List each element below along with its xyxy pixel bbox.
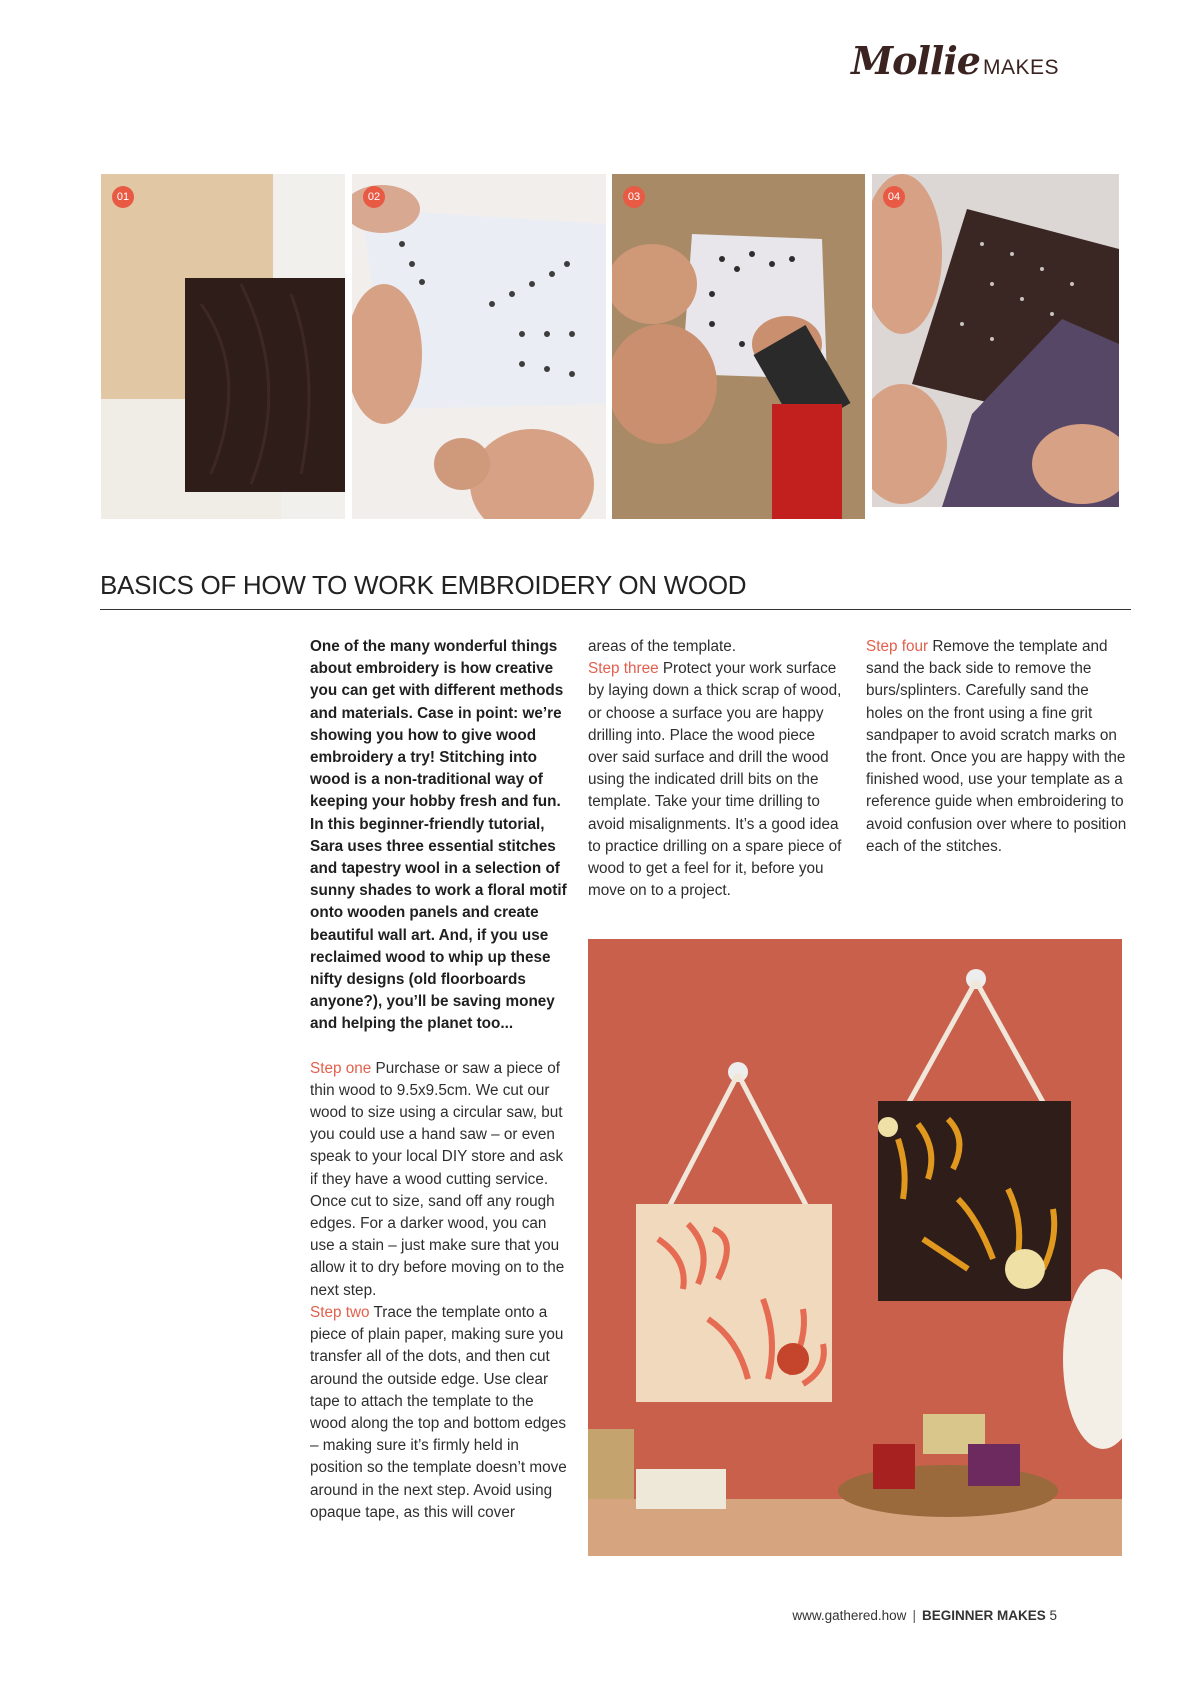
step-two-continued: areas of the template. <box>588 638 736 655</box>
photo-02-illustration <box>352 174 606 519</box>
step-photo-04 <box>872 174 1119 507</box>
text-column-3 <box>866 636 1128 858</box>
page-footer <box>792 1608 1057 1623</box>
text-column-1 <box>310 636 568 1524</box>
step-four-text: Remove the template and sand the back side to remove the burs/splinters. Carefully sand the holes on the front using a fine grit sandpaper to avoid scratch marks on the front. Once you are happy with the finished wood, use your template as a reference guide when embroidering to avoid confusion over where to position each of the stitches. <box>866 638 1127 855</box>
step-one-label: Step one <box>310 1059 372 1077</box>
step-photo-03 <box>612 174 865 519</box>
photo-01-illustration <box>101 174 345 519</box>
brand-logo-script: Mollie <box>851 38 980 83</box>
page-number: 5 <box>1049 1608 1057 1623</box>
step-one-paragraph <box>310 1058 568 1302</box>
step-photo-02 <box>352 174 606 519</box>
title-divider <box>100 609 1131 610</box>
footer-separator: | <box>912 1608 916 1623</box>
photo-03-illustration <box>612 174 865 519</box>
step-four-paragraph <box>866 636 1128 858</box>
photo-badge-01: 01 <box>112 186 134 208</box>
finished-wall-art-photo <box>588 939 1122 1556</box>
step-three-paragraph <box>588 658 846 902</box>
photo-badge-03: 03 <box>623 186 645 208</box>
finished-wall-art-illustration <box>588 939 1122 1556</box>
step-two-text: Trace the template onto a piece of plain paper, making sure you transfer all of the dots, and then cut around the outside edge. Use clear tape to attach the template to the wood along the top and bottom edges – making sure it’s firmly held in position so the template doesn’t move around in the next step. Avoid using opaque tape, as this will cover <box>310 1303 567 1521</box>
photo-badge-04: 04 <box>883 186 905 208</box>
text-column-2 <box>588 636 846 902</box>
intro-paragraph: One of the many wonderful things about embroidery is how creative you can get with different methods and materials. Case in point: we’re showing you how to give wood embroidery a try! Stitching into wood is a non-traditional way of keeping your hobby fresh and fun. In this beginner-friendly tutorial, Sara uses three essential stitches and tapestry wool in a selection of sunny shades to work a floral motif onto wooden panels and create beautiful wall art. And, if you use reclaimed wood to whip up these nifty designs (old floorboards anyone?), you’ll be saving money and helping the planet too... <box>310 638 567 1033</box>
step-two-paragraph <box>310 1302 568 1524</box>
step-three-text: Protect your work surface by laying down a thick scrap of wood, or choose a surface you are happy drilling into. Place the wood piece over said surface and drill the wood using the indicated drill bits on the template. Take your time drilling to avoid misalignments. It’s a good idea to practice drilling on a spare piece of wood to get a feel for it, before you move on to a project. <box>588 660 842 900</box>
step-one-text: Purchase or saw a piece of thin wood to 9.5x9.5cm. We cut our wood to size using a circular saw, but you could use a hand saw – or even speak to your local DIY store and ask if they have a wood cutting service. Once cut to size, sand off any rough edges. For a darker wood, you can use a stain – just make sure that you allow it to dry before moving on to the next step. <box>310 1059 565 1299</box>
step-photo-01 <box>101 174 345 519</box>
footer-url[interactable]: www.gathered.how <box>792 1608 907 1623</box>
step-three-label: Step three <box>588 660 659 678</box>
brand-logo <box>851 38 1059 83</box>
brand-logo-makes: MAKES <box>982 56 1059 79</box>
step-four-label: Step four <box>866 638 929 655</box>
photo-04-illustration <box>872 174 1119 507</box>
section-title: BASICS OF HOW TO WORK EMBROIDERY ON WOOD <box>100 570 747 600</box>
photo-badge-02: 02 <box>363 186 385 208</box>
footer-section: BEGINNER MAKES <box>921 1608 1046 1623</box>
step-two-label: Step two <box>310 1303 370 1321</box>
